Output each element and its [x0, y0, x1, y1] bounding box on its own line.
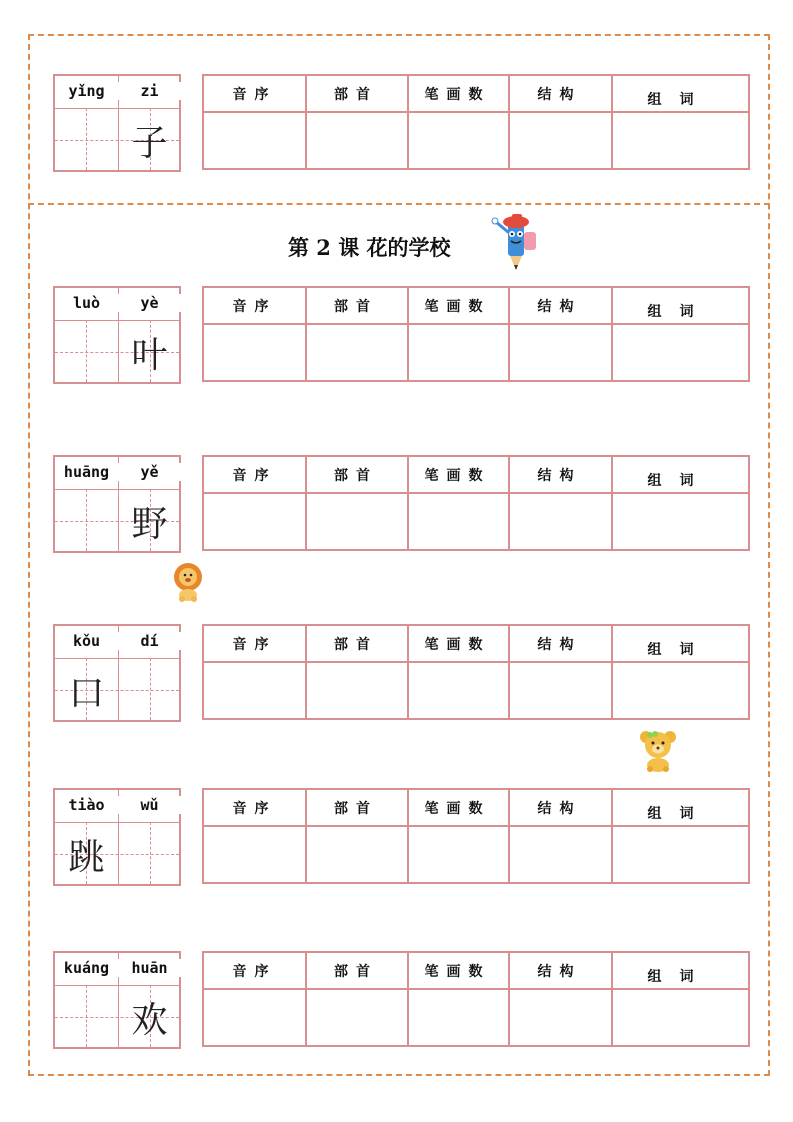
writing-grid — [53, 951, 181, 1049]
header-bihuashu: 笔画数 — [424, 299, 491, 315]
header-zuci: 组词 — [647, 806, 712, 822]
writing-grid — [53, 74, 181, 172]
hanzi-right — [118, 822, 181, 886]
header-yinxu: 音序 — [232, 299, 277, 315]
page-frame — [28, 34, 770, 1076]
header-bushou: 部首 — [334, 801, 378, 817]
info-table — [202, 455, 750, 551]
hanzi-right: 叶 — [131, 334, 168, 376]
pencil-mascot-icon — [490, 210, 548, 272]
info-table — [202, 788, 750, 884]
hanzi-right: 子 — [131, 122, 168, 164]
character-row — [0, 788, 793, 886]
writing-grid — [53, 624, 181, 722]
header-bihuashu: 笔画数 — [424, 468, 491, 484]
header-bushou: 部首 — [334, 964, 378, 980]
character-row — [0, 455, 793, 553]
header-bihuashu: 笔画数 — [424, 87, 491, 103]
hanzi-right: 欢 — [131, 999, 168, 1041]
info-table — [202, 74, 750, 170]
header-yinxu: 音序 — [232, 964, 277, 980]
header-jiegou: 结构 — [537, 637, 582, 653]
hanzi-left — [55, 985, 118, 1049]
pinyin-right: huān — [118, 959, 181, 977]
header-jiegou: 结构 — [537, 87, 582, 103]
pinyin-left: tiào — [55, 796, 118, 814]
hanzi-left — [55, 489, 118, 553]
header-bihuashu: 笔画数 — [424, 637, 491, 653]
info-table — [202, 286, 750, 382]
lesson-title: 第 2 课 花的学校 — [288, 235, 451, 260]
pinyin-left: luò — [55, 294, 118, 312]
info-table — [202, 624, 750, 720]
header-jiegou: 结构 — [537, 299, 582, 315]
header-yinxu: 音序 — [232, 468, 277, 484]
header-bushou: 部首 — [334, 468, 378, 484]
header-yinxu: 音序 — [232, 637, 277, 653]
character-row — [0, 286, 793, 384]
pinyin-left: yǐng — [55, 82, 118, 100]
hanzi-left — [55, 320, 118, 384]
pinyin-left: huāng — [55, 463, 118, 481]
character-row — [0, 951, 793, 1049]
header-bushou: 部首 — [334, 299, 378, 315]
header-yinxu: 音序 — [232, 87, 277, 103]
header-zuci: 组词 — [647, 969, 712, 985]
pinyin-right: zi — [118, 82, 181, 100]
hanzi-left: 跳 — [68, 836, 105, 878]
hanzi-left — [55, 108, 118, 172]
header-jiegou: 结构 — [537, 964, 582, 980]
header-jiegou: 结构 — [537, 468, 582, 484]
pinyin-left: kǒu — [55, 632, 118, 650]
character-row — [0, 74, 793, 172]
hanzi-right — [118, 658, 181, 722]
header-jiegou: 结构 — [537, 801, 582, 817]
header-yinxu: 音序 — [232, 801, 277, 817]
pinyin-left: kuáng — [55, 959, 118, 977]
header-zuci: 组词 — [647, 304, 712, 320]
pinyin-right: wǔ — [118, 796, 181, 814]
hanzi-right: 野 — [131, 503, 168, 545]
header-bihuashu: 笔画数 — [424, 801, 491, 817]
pinyin-right: yè — [118, 294, 181, 312]
header-zuci: 组词 — [647, 473, 712, 489]
header-zuci: 组词 — [647, 92, 712, 108]
header-bushou: 部首 — [334, 87, 378, 103]
header-bushou: 部首 — [334, 637, 378, 653]
lion-icon — [170, 562, 206, 602]
info-table — [202, 951, 750, 1047]
hanzi-left: 口 — [68, 672, 105, 714]
header-zuci: 组词 — [647, 642, 712, 658]
writing-grid — [53, 286, 181, 384]
bear-icon — [636, 728, 680, 772]
header-bihuashu: 笔画数 — [424, 964, 491, 980]
pinyin-right: dí — [118, 632, 181, 650]
writing-grid — [53, 455, 181, 553]
pinyin-right: yě — [118, 463, 181, 481]
section-divider — [28, 203, 770, 205]
character-row — [0, 624, 793, 722]
writing-grid — [53, 788, 181, 886]
